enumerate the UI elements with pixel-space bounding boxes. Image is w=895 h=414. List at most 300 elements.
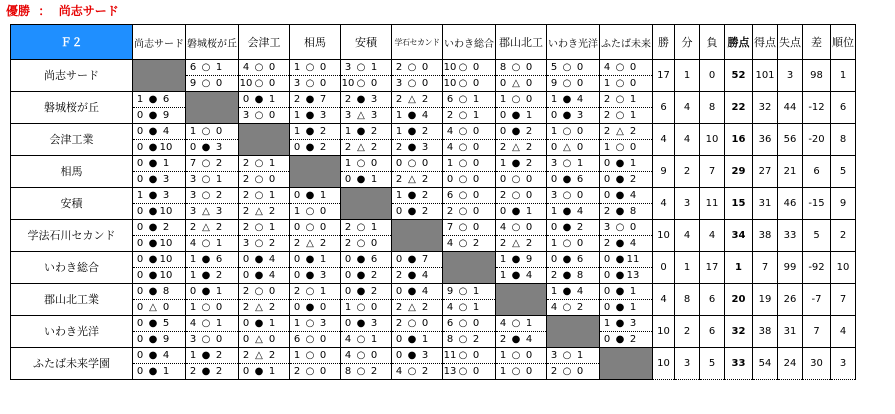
result-mark: ● <box>254 254 264 265</box>
goal-count: 0 <box>472 190 480 201</box>
result-mark: △ <box>408 94 416 105</box>
match-score <box>133 300 186 316</box>
goal-count: 1 <box>136 94 144 105</box>
stat-column-header: 差 <box>803 25 831 60</box>
match-score <box>186 76 239 92</box>
stat-column-header: 失点 <box>778 25 803 60</box>
team-name: いわき光洋 <box>11 316 133 348</box>
match-score <box>392 140 443 156</box>
stat-value: -7 <box>803 284 831 316</box>
match-score <box>186 188 239 204</box>
match-score <box>133 140 186 156</box>
goal-count: 0 <box>136 366 144 377</box>
stat-column-header: 勝 <box>653 25 675 60</box>
result-mark: △ <box>512 142 520 153</box>
result-mark: ○ <box>511 190 521 201</box>
goal-count: 4 <box>162 126 170 137</box>
stat-value: 36 <box>753 124 778 156</box>
stat-value: 38 <box>753 316 778 348</box>
goal-count: 1 <box>344 302 352 313</box>
goal-count: 2 <box>268 350 276 361</box>
match-score <box>600 108 653 124</box>
goal-count: 0 <box>268 286 276 297</box>
goal-count: 0 <box>136 350 144 361</box>
team-name: 相馬 <box>11 156 133 188</box>
goal-count: 2 <box>268 206 276 217</box>
stat-value: 2 <box>675 316 700 348</box>
goal-count: 4 <box>446 238 454 249</box>
goal-count: 0 <box>603 254 611 265</box>
result-mark: ● <box>305 254 315 265</box>
goal-count: 1 <box>344 126 352 137</box>
goal-count: 0 <box>525 62 533 73</box>
stat-value: 7 <box>803 316 831 348</box>
result-mark: ○ <box>511 62 521 73</box>
goal-count: 0 <box>603 286 611 297</box>
result-mark: ● <box>407 334 417 345</box>
goal-count: 6 <box>446 190 454 201</box>
match-score <box>547 268 600 284</box>
result-mark: ○ <box>458 94 468 105</box>
goal-count: 10 <box>159 206 173 217</box>
match-score <box>443 108 496 124</box>
goal-count: 8 <box>576 270 584 281</box>
match-score <box>547 188 600 204</box>
result-mark: ● <box>407 110 417 121</box>
goal-count: 0 <box>215 334 223 345</box>
goal-count: 0 <box>525 222 533 233</box>
goal-count: 2 <box>189 366 197 377</box>
goal-count: 9 <box>550 78 558 89</box>
match-score <box>600 156 653 172</box>
match-score <box>341 332 392 348</box>
goal-count: 2 <box>268 302 276 313</box>
goal-count: 2 <box>525 238 533 249</box>
result-mark: ○ <box>305 222 315 233</box>
result-mark: ○ <box>254 286 264 297</box>
team-column-header: 会津工 <box>239 25 290 60</box>
stat-value: 15 <box>725 188 753 220</box>
goal-count: 2 <box>499 142 507 153</box>
goal-count: 0 <box>395 334 403 345</box>
result-mark: ○ <box>562 366 572 377</box>
goal-count: 4 <box>268 270 276 281</box>
table-row <box>11 284 856 300</box>
stat-value: 1 <box>675 252 700 284</box>
match-score <box>133 124 186 140</box>
result-mark: △ <box>202 206 210 217</box>
result-mark: △ <box>408 302 416 313</box>
goal-count: 0 <box>319 206 327 217</box>
goal-count: 2 <box>421 174 429 185</box>
result-mark: ○ <box>407 318 417 329</box>
team-name: 尚志サード <box>11 60 133 92</box>
goal-count: 9 <box>189 78 197 89</box>
stat-value: 17 <box>700 252 725 284</box>
match-score <box>186 284 239 300</box>
goal-count: 1 <box>293 62 301 73</box>
goal-count: 0 <box>370 238 378 249</box>
goal-count: 2 <box>215 158 223 169</box>
team-name: 安積 <box>11 188 133 220</box>
goal-count: 0 <box>242 366 250 377</box>
self-match-cell <box>392 220 443 252</box>
team-name: 会津工業 <box>11 124 133 156</box>
stat-value: 3 <box>831 348 856 380</box>
goal-count: 0 <box>525 350 533 361</box>
team-column-header: いわき総合 <box>443 25 496 60</box>
match-score <box>186 220 239 236</box>
goal-count: 0 <box>499 78 507 89</box>
team-column-header: 安積 <box>341 25 392 60</box>
result-mark: ○ <box>407 366 417 377</box>
match-score <box>186 364 239 380</box>
stat-value: 99 <box>778 252 803 284</box>
stat-column-header: 分 <box>675 25 700 60</box>
result-mark: ○ <box>356 302 366 313</box>
goal-count: 3 <box>421 142 429 153</box>
stat-value: 8 <box>831 124 856 156</box>
match-score <box>547 220 600 236</box>
result-mark: ● <box>148 318 158 329</box>
goal-count: 0 <box>499 174 507 185</box>
goal-count: 0 <box>629 222 637 233</box>
goal-count: 0 <box>629 62 637 73</box>
goal-count: 2 <box>215 366 223 377</box>
match-score <box>133 316 186 332</box>
match-score <box>392 284 443 300</box>
match-score <box>443 300 496 316</box>
goal-count: 3 <box>370 94 378 105</box>
goal-count: 0 <box>215 78 223 89</box>
result-mark: ● <box>254 270 264 281</box>
goal-count: 2 <box>576 222 584 233</box>
goal-count: 3 <box>293 78 301 89</box>
goal-count: 1 <box>370 174 378 185</box>
self-match-cell <box>443 252 496 284</box>
result-mark: △ <box>202 222 210 233</box>
stat-value: 11 <box>700 188 725 220</box>
goal-count: 3 <box>189 334 197 345</box>
result-mark: ● <box>148 158 158 169</box>
table-row <box>11 124 856 140</box>
match-score <box>186 156 239 172</box>
goal-count: 0 <box>525 190 533 201</box>
goal-count: 6 <box>162 94 170 105</box>
goal-count: 0 <box>344 318 352 329</box>
stat-value: 3 <box>675 188 700 220</box>
goal-count: 0 <box>499 126 507 137</box>
stat-value: 7 <box>700 156 725 188</box>
goal-count: 0 <box>136 110 144 121</box>
stat-value: 8 <box>675 284 700 316</box>
goal-count: 0 <box>421 158 429 169</box>
goal-count: 3 <box>242 110 250 121</box>
goal-count: 2 <box>446 110 454 121</box>
match-score <box>341 364 392 380</box>
result-mark: ● <box>254 318 264 329</box>
goal-count: 1 <box>293 126 301 137</box>
match-score <box>290 268 341 284</box>
goal-count: 2 <box>472 334 480 345</box>
stat-value: 0 <box>700 60 725 92</box>
match-score <box>392 332 443 348</box>
stat-value: 31 <box>778 316 803 348</box>
corner-label: Ｆ２ <box>11 25 133 60</box>
goal-count: 0 <box>395 254 403 265</box>
goal-count: 1 <box>319 286 327 297</box>
goal-count: 1 <box>472 94 480 105</box>
goal-count: 2 <box>370 270 378 281</box>
result-mark: ○ <box>458 190 468 201</box>
match-score <box>392 316 443 332</box>
goal-count: 1 <box>268 190 276 201</box>
match-score <box>290 92 341 108</box>
goal-count: 2 <box>293 238 301 249</box>
goal-count: 2 <box>395 270 403 281</box>
goal-count: 2 <box>215 270 223 281</box>
goal-count: 0 <box>499 206 507 217</box>
goal-count: 10 <box>159 270 173 281</box>
result-mark: ○ <box>407 158 417 169</box>
result-mark: ○ <box>562 238 572 249</box>
goal-count: 0 <box>189 142 197 153</box>
match-score <box>186 316 239 332</box>
goal-count: 1 <box>215 62 223 73</box>
goal-count: 1 <box>603 142 611 153</box>
result-mark: △ <box>255 206 263 217</box>
match-score <box>341 252 392 268</box>
goal-count: 0 <box>136 206 144 217</box>
goal-count: 4 <box>421 286 429 297</box>
goal-count: 4 <box>344 334 352 345</box>
match-score <box>443 316 496 332</box>
result-mark: ○ <box>254 110 264 121</box>
stat-value: -12 <box>803 92 831 124</box>
stat-value: -20 <box>803 124 831 156</box>
table-row <box>11 220 856 236</box>
match-score <box>547 236 600 252</box>
goal-count: 7 <box>319 94 327 105</box>
stat-value: 8 <box>700 92 725 124</box>
stat-value: 10 <box>700 124 725 156</box>
goal-count: 2 <box>499 190 507 201</box>
stat-value: 21 <box>778 156 803 188</box>
goal-count: 0 <box>268 62 276 73</box>
result-mark: ● <box>305 126 315 137</box>
goal-count: 4 <box>499 222 507 233</box>
goal-count: 2 <box>395 62 403 73</box>
match-score <box>443 236 496 252</box>
result-mark: ● <box>407 254 417 265</box>
goal-count: 0 <box>162 302 170 313</box>
result-mark: ● <box>356 126 366 137</box>
result-mark: ○ <box>305 78 315 89</box>
result-mark: ○ <box>511 350 521 361</box>
match-score <box>600 236 653 252</box>
result-mark: ● <box>148 142 158 153</box>
goal-count: 0 <box>293 270 301 281</box>
result-mark: ● <box>615 286 625 297</box>
result-mark: ● <box>148 238 158 249</box>
match-score <box>392 124 443 140</box>
goal-count: 0 <box>136 254 144 265</box>
stat-value: 10 <box>653 316 675 348</box>
goal-count: 10 <box>239 78 253 89</box>
goal-count: 1 <box>446 158 454 169</box>
goal-count: 0 <box>472 206 480 217</box>
match-score <box>186 348 239 364</box>
goal-count: 1 <box>293 350 301 361</box>
result-mark: ○ <box>254 238 264 249</box>
goal-count: 2 <box>395 142 403 153</box>
stat-value: 5 <box>831 156 856 188</box>
result-mark: ○ <box>201 126 211 137</box>
result-mark: ● <box>407 142 417 153</box>
self-match-cell <box>600 348 653 380</box>
result-mark: ○ <box>356 238 366 249</box>
stat-value: 3 <box>675 348 700 380</box>
goal-count: 2 <box>395 302 403 313</box>
result-mark: ● <box>148 366 158 377</box>
match-score <box>239 156 290 172</box>
match-score <box>600 300 653 316</box>
goal-count: 1 <box>215 286 223 297</box>
goal-count: 1 <box>603 318 611 329</box>
goal-count: 1 <box>215 174 223 185</box>
goal-count: 13 <box>626 270 640 281</box>
result-mark: ● <box>407 190 417 201</box>
goal-count: 1 <box>499 94 507 105</box>
stat-value: 31 <box>753 188 778 220</box>
goal-count: 0 <box>319 334 327 345</box>
result-mark: ○ <box>562 350 572 361</box>
goal-count: 0 <box>293 302 301 313</box>
goal-count: 2 <box>421 302 429 313</box>
goal-count: 1 <box>189 126 197 137</box>
goal-count: 0 <box>576 78 584 89</box>
result-mark: ● <box>305 302 315 313</box>
goal-count: 1 <box>421 334 429 345</box>
match-score <box>341 220 392 236</box>
goal-count: 2 <box>344 238 352 249</box>
goal-count: 2 <box>395 94 403 105</box>
result-mark: △ <box>357 142 365 153</box>
match-score <box>392 172 443 188</box>
stat-column-header: 負 <box>700 25 725 60</box>
stat-value: 2 <box>675 156 700 188</box>
result-mark: ● <box>615 206 625 217</box>
match-score <box>496 188 547 204</box>
result-mark: ○ <box>562 302 572 313</box>
goal-count: 3 <box>550 158 558 169</box>
result-mark: ○ <box>615 94 625 105</box>
stat-value: 22 <box>725 92 753 124</box>
self-match-cell <box>496 284 547 316</box>
goal-count: 2 <box>370 142 378 153</box>
goal-count: 2 <box>215 190 223 201</box>
goal-count: 3 <box>319 318 327 329</box>
goal-count: 2 <box>370 366 378 377</box>
goal-count: 3 <box>215 142 223 153</box>
goal-count: 3 <box>344 110 352 121</box>
match-score <box>496 172 547 188</box>
goal-count: 0 <box>242 254 250 265</box>
result-mark: ○ <box>201 334 211 345</box>
result-mark: △ <box>616 126 624 137</box>
result-mark: ○ <box>458 158 468 169</box>
goal-count: 1 <box>395 190 403 201</box>
goal-count: 10 <box>159 254 173 265</box>
goal-count: 2 <box>603 206 611 217</box>
goal-count: 1 <box>629 158 637 169</box>
match-score <box>133 156 186 172</box>
goal-count: 0 <box>576 126 584 137</box>
match-score <box>341 156 392 172</box>
result-mark: ○ <box>458 302 468 313</box>
goal-count: 2 <box>370 286 378 297</box>
goal-count: 0 <box>421 318 429 329</box>
goal-count: 8 <box>344 366 352 377</box>
result-mark: ● <box>356 174 366 185</box>
result-mark: ● <box>305 142 315 153</box>
match-score <box>133 268 186 284</box>
goal-count: 2 <box>268 238 276 249</box>
stat-value: 7 <box>753 252 778 284</box>
match-score <box>600 220 653 236</box>
match-score <box>290 60 341 76</box>
goal-count: 2 <box>576 302 584 313</box>
goal-count: 1 <box>576 350 584 361</box>
match-score <box>496 156 547 172</box>
result-mark: ● <box>148 270 158 281</box>
match-score <box>239 316 290 332</box>
match-score <box>290 76 341 92</box>
result-mark: ● <box>356 270 366 281</box>
match-score <box>600 204 653 220</box>
goal-count: 8 <box>499 62 507 73</box>
goal-count: 11 <box>626 254 640 265</box>
goal-count: 0 <box>550 110 558 121</box>
match-score <box>547 284 600 300</box>
goal-count: 6 <box>446 318 454 329</box>
goal-count: 0 <box>603 334 611 345</box>
goal-count: 1 <box>319 254 327 265</box>
match-score <box>392 60 443 76</box>
goal-count: 1 <box>550 126 558 137</box>
result-mark: ○ <box>562 62 572 73</box>
result-mark: ○ <box>356 78 366 89</box>
goal-count: 0 <box>576 190 584 201</box>
stat-value: 9 <box>653 156 675 188</box>
match-score <box>496 76 547 92</box>
goal-count: 0 <box>370 158 378 169</box>
match-score <box>600 268 653 284</box>
result-mark: ● <box>148 206 158 217</box>
goal-count: 2 <box>319 126 327 137</box>
stat-value: 7 <box>831 284 856 316</box>
goal-count: 0 <box>136 286 144 297</box>
goal-count: 2 <box>421 94 429 105</box>
stat-value: 29 <box>725 156 753 188</box>
goal-count: 0 <box>242 334 250 345</box>
self-match-cell <box>547 316 600 348</box>
match-score <box>239 108 290 124</box>
goal-count: 2 <box>421 126 429 137</box>
goal-count: 2 <box>499 238 507 249</box>
goal-count: 0 <box>603 158 611 169</box>
result-mark: ● <box>201 286 211 297</box>
